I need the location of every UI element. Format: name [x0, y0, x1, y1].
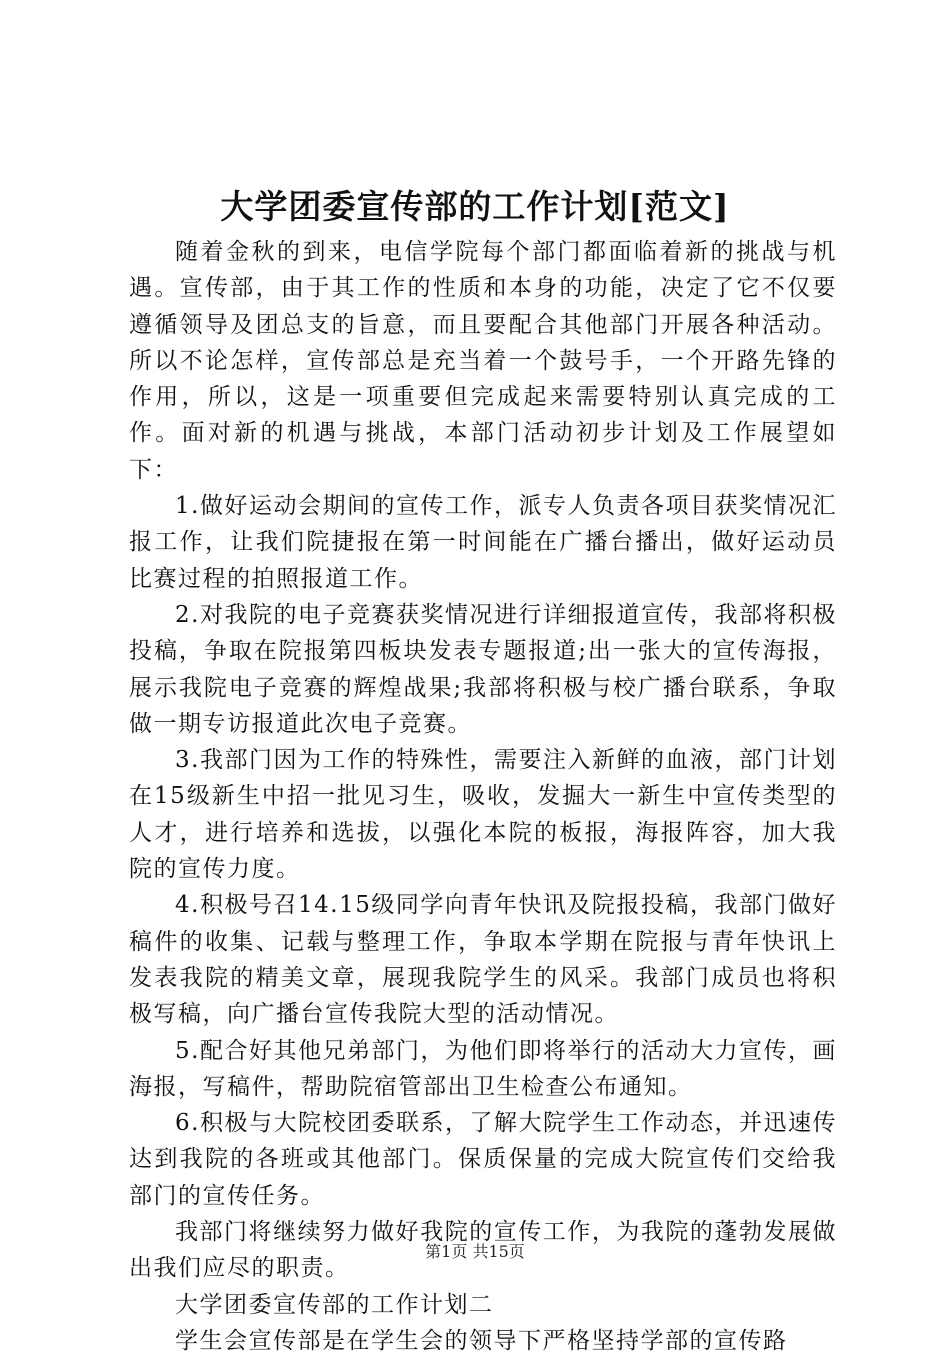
- paragraph-item-5: 5.配合好其他兄弟部门，为他们即将举行的活动大力宣传，画海报，写稿件，帮助院宿管部出卫生检查公布通知。: [129, 1037, 837, 1100]
- paragraph-item-1: 1.做好运动会期间的宣传工作，派专人负责各项目获奖情况汇报工作，让我们院捷报在第一时间能在广播台播出，做好运动员比赛过程的拍照报道工作。: [129, 493, 837, 592]
- document-title: 大学团委宣传部的工作计划[范文]: [220, 187, 730, 226]
- section-heading-plan-two: 大学团委宣传部的工作计划二: [175, 1291, 494, 1318]
- paragraph-item-4: 4.积极号召14.15级同学向青年快讯及院报投稿，我部门做好稿件的收集、记载与整理工作，争取本学期在院报与青年快讯上发表我院的精美文章，展现我院学生的风采。我部门成员也将积极写稿，向广播台宣传我院大型的活动情况。: [129, 892, 837, 1028]
- document-body: [129, 234, 837, 1359]
- paragraph-plan-two-start: 学生会宣传部是在学生会的领导下严格坚持学部的宣传路: [175, 1327, 788, 1354]
- paragraph-intro: 随着金秋的到来，电信学院每个部门都面临着新的挑战与机遇。宣传部，由于其工作的性质和本身的功能，决定了它不仅要遵循领导及团总支的旨意，而且要配合其他部门开展各种活动。所以不论怎样，宣传部总是充当着一个鼓号手，一个开路先锋的作用，所以，这是一项重要但完成起来需要特别认真完成的工作。面对新的机遇与挑战，本部门活动初步计划及工作展望如下：: [129, 239, 837, 483]
- paragraph-item-6: 6.积极与大院校团委联系，了解大院学生工作动态，并迅速传达到我院的各班或其他部门。保质保量的完成大院宣传们交给我部门的宣传任务。: [129, 1110, 837, 1209]
- paragraph-item-2: 2.对我院的电子竞赛获奖情况进行详细报道宣传，我部将积极投稿，争取在院报第四板块发表专题报道;出一张大的宣传海报，展示我院电子竞赛的辉煌战果;我部将积极与校广播台联系，争取做一期专访报道此次电子竞赛。: [129, 601, 837, 737]
- paragraph-item-3: 3.我部门因为工作的特殊性，需要注入新鲜的血液，部门计划在15级新生中招一批见习生，吸收，发掘大一新生中宣传类型的人才，进行培养和选拔，以强化本院的板报，海报阵容，加大我院的宣传力度。: [129, 747, 837, 883]
- page-number-footer: 第1页 共15页: [425, 1242, 525, 1261]
- paragraph-conclusion: 我部门将继续努力做好我院的宣传工作，为我院的蓬勃发展做出我们应尽的职责。: [129, 1219, 837, 1282]
